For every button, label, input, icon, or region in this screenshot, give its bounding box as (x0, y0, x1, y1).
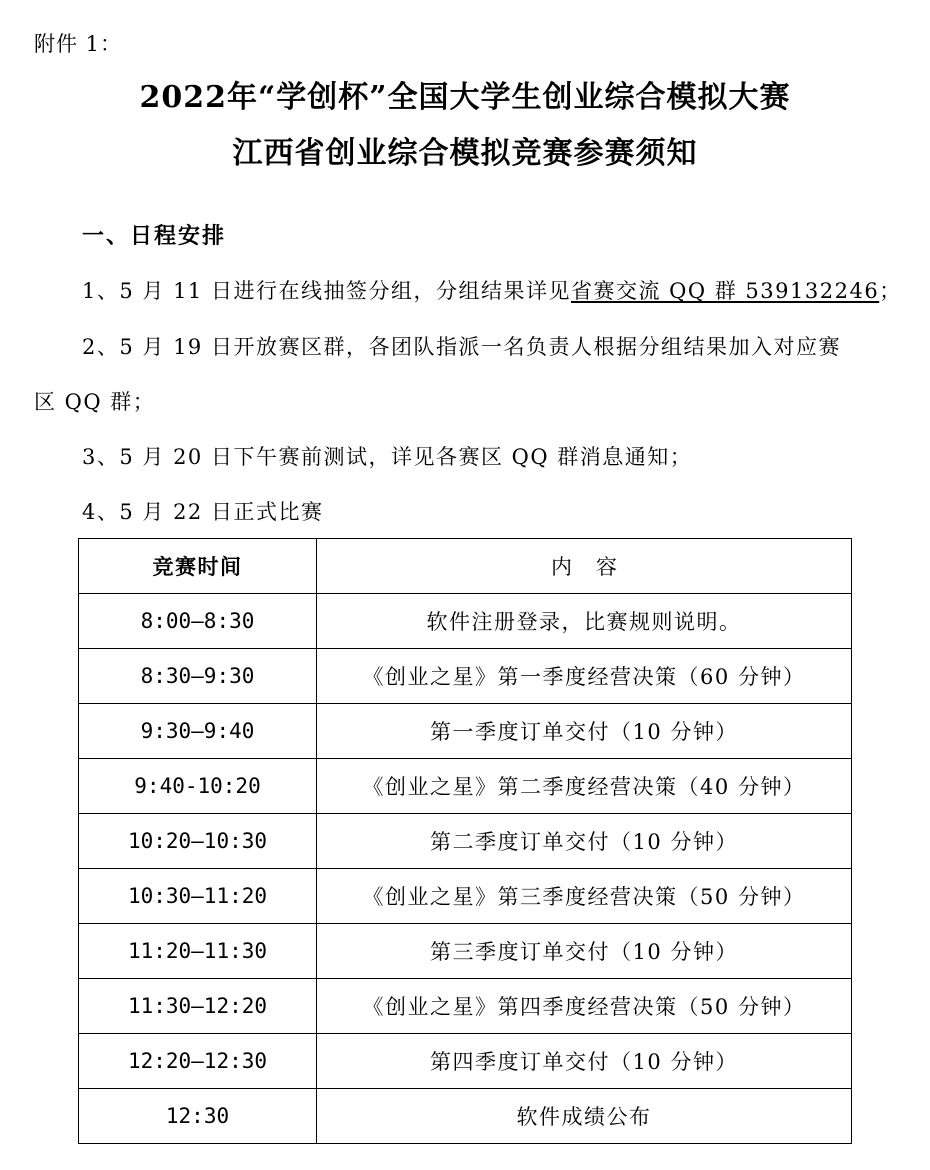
row-time: 9:40-10:20 (79, 759, 317, 814)
row-time: 9:30—9:40 (79, 704, 317, 759)
row-time: 11:20—11:30 (79, 924, 317, 979)
row-time: 8:30—9:30 (79, 649, 317, 704)
row-content: 第四季度订单交付（10 分钟） (317, 1034, 852, 1089)
schedule-item-3: 3、5 月 20 日下午赛前测试，详见各赛区 QQ 群消息通知； (82, 445, 693, 469)
competition-schedule-table (78, 538, 852, 1144)
table-row (79, 649, 852, 704)
row-content: 《创业之星》第三季度经营决策（50 分钟） (317, 869, 852, 924)
header-content: 内容 (317, 539, 852, 594)
schedule-item-2-line1: 2、5 月 19 日开放赛区群，各团队指派一名负责人根据分组结果加入对应赛 (82, 335, 841, 359)
row-content: 第三季度订单交付（10 分钟） (317, 924, 852, 979)
schedule-item-2-line2: 区 QQ 群； (34, 390, 156, 414)
table-row (79, 759, 852, 814)
table-row (79, 594, 852, 649)
schedule-item-1-text: 1、5 月 11 日进行在线抽签分组，分组结果详见 (82, 279, 571, 303)
row-time: 11:30—12:20 (79, 979, 317, 1034)
row-time: 12:20—12:30 (79, 1034, 317, 1089)
row-content: 《创业之星》第一季度经营决策（60 分钟） (317, 649, 852, 704)
schedule-item-4: 4、5 月 22 日正式比赛 (82, 500, 324, 524)
qq-group-link[interactable]: 省赛交流 QQ 群 539132246 (570, 279, 880, 303)
attachment-label: 附件 1： (34, 32, 123, 56)
row-content: 软件成绩公布 (317, 1089, 852, 1144)
table-row (79, 814, 852, 869)
document-title-line2: 江西省创业综合模拟竞赛参赛须知 (232, 136, 698, 171)
table-row (79, 704, 852, 759)
row-time: 10:20—10:30 (79, 814, 317, 869)
row-content: 《创业之星》第四季度经营决策（50 分钟） (317, 979, 852, 1034)
row-time: 8:00—8:30 (79, 594, 317, 649)
row-content: 《创业之星》第二季度经营决策（40 分钟） (317, 759, 852, 814)
table-row (79, 1034, 852, 1089)
row-time: 10:30—11:20 (79, 869, 317, 924)
row-time: 12:30 (79, 1089, 317, 1144)
schedule-item-1-suffix: ； (879, 279, 902, 303)
table-row (79, 1089, 852, 1144)
table-row (79, 924, 852, 979)
row-content: 软件注册登录，比赛规则说明。 (317, 594, 852, 649)
row-content: 第二季度订单交付（10 分钟） (317, 814, 852, 869)
table-row (79, 869, 852, 924)
schedule-item-1 (82, 271, 902, 311)
table-row (79, 979, 852, 1034)
header-time: 竞赛时间 (79, 539, 317, 594)
section-heading-schedule: 一、日程安排 (82, 223, 227, 249)
document-title-line1: 2022年“学创杯”全国大学生创业综合模拟大赛 (139, 80, 791, 115)
table-header-row (79, 539, 852, 594)
row-content: 第一季度订单交付（10 分钟） (317, 704, 852, 759)
